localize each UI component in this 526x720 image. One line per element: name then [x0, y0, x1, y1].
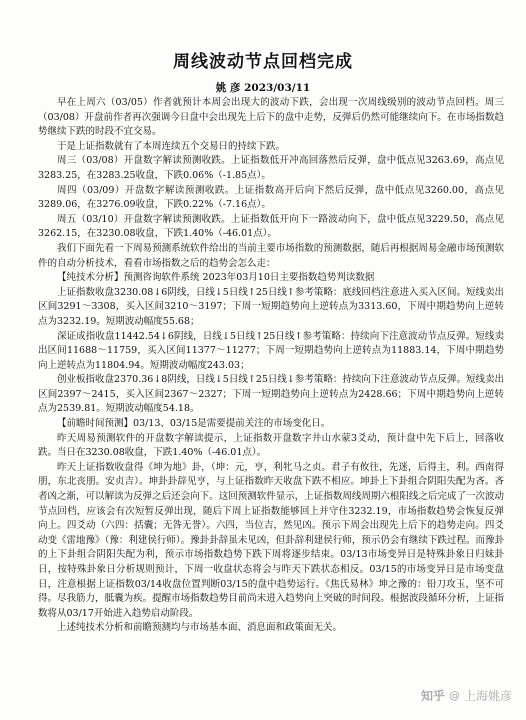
article-title: 周线波动节点回档完成 [173, 52, 353, 72]
zhihu-watermark [421, 687, 512, 704]
paragraph-chinext-index: 创业板指收盘2370.36↓8阴线，日线↓5日线↑25日线↓参考策略：持续向下注意波动节点反弹。短线卖出区间2397～2415，买入区间2367～2327；下周一短期趋势向上逆转点为2428.66；下周中期趋势向上逆转点为2539.81。短期波动幅度54.18。 [38, 374, 504, 415]
article-body [38, 96, 504, 636]
paragraph-shenzhen-index: 深证成指收盘11442.54↓6阴线，日线↓5日线↑25日线↑参考策略：持续向下注意波动节点反弹。短线卖出区间11688～11759，买入区间11377～11277；下周一短期趋势向上逆转点为11883.14，下周中期趋势向上逆转点为11804.94。短期波动幅度243.03； [38, 330, 504, 371]
section-heading-technical: 【纯技术分析】预测咨询软件系统 2023年03月10日主要指数趋势判读数据 [57, 272, 375, 284]
paragraph-wednesday: 周三（03/08）开盘数字解读预测收跌。上证指数低开冲高回落然后反弹，盘中低点见3263.69，高点见3283.25，在3283.25收盘，下跌0.06%（-1.85点）。 [38, 155, 504, 181]
paragraph-opening-reading: 昨天周易预测软件的开盘数字解读提示，上证指数开盘数字井山水蒙3爻动，预计盘中先下后上，回落收跌。当日在3230.08收盘，下跌1.40%（-46.01点）。 [38, 432, 504, 459]
zhihu-logo: 知乎 [420, 689, 445, 703]
watermark-author: 上海姚彦 [463, 689, 512, 703]
paragraph-friday: 周五（03/10）开盘数字解读预测收跌。上证指数低开向下一路波动向下，盘中低点见3229.50，高点见3262.15，在3230.08收盘，下跌1.40%（-46.01点）。 [38, 213, 504, 240]
paragraph-intro: 早在上周六（03/05）作者就预计本周会出现大的波动下跌，会出现一次周线级别的波动节点回档。周三（03/08）开盘前作者再次强调今日盘中会出现先上后下的盘中走势，反弹后仍然可能继续向下。在市场指数趋势继续下跌的时段不宜交易。 [38, 97, 504, 138]
watermark-separator: @ [448, 689, 460, 702]
section-heading-forecast: 【前瞻时间预测】03/13、03/15是需要提前关注的市场变化日。 [57, 418, 331, 430]
paragraph-disclaimer: 上述纯技术分析和前瞻预测均与市场基本面、消息面和政策面无关。 [57, 622, 343, 634]
paragraph-thursday: 周四（03/09）开盘数字解读预测收跌。上证指数高开后向下然后反弹，盘中低点见3260.00，高点见3289.06，在3276.09收盘，下跌0.22%（-7.16点）。 [38, 184, 504, 211]
paragraph-shanghai-index: 上证指数收盘3230.08↓6阴线，日线↓5日线↑25日线↑参考策略：底线回档注意进入买入区间。短线卖出区间3291～3308，买入区间3210～3197；下周一短期趋势向上逆转点为3313.60，下周中期趋势向上逆转点为3232.19。短期波动幅度55.68； [38, 286, 504, 327]
paragraph-transition: 我们下面先看一下周易预测系统软件给出的当前主要市场指数的预测数据，随后再根据周易金融市场预测软件的自动分析技术，看看市场指数之后的趋势会怎么走： [38, 242, 504, 269]
paragraph-hexagram-analysis: 昨天上证指数收盘得《坤为地》卦，（坤：元，亨，利牝马之贞。君子有攸往，先迷，后得主，利。西南得朋，东北丧朋。安贞吉）。坤卦卦辞见亨，与上证指数昨天收盘下跌不相应。坤卦上下卦组合阴阳失配为吝。吝者凶之渐，可以解读为反弹之后还会向下。这回预测软件显示，上证指数周线周期六根阳线之后完成了一次波动节点回档，应该会有次短暂反弹出现，随后下周上证指数能够回上并守住3232.19，市场指数趋势会恢复反弹向上。四爻动（六四：括囊；无咎无誉）。六四，当位吉，然见凶。预示下周会出现先上后下的趋势走向。四爻动变《雷地豫》（豫：利建侯行师）。豫卦卦辞虽未见凶，但卦辞利建侯行师，预示仍会有继续下跌过程。而豫卦的上下卦组合阴阳失配为利，预示市场指数趋势下跌下周将逐步结束。03/13市场变异日是特殊卦象日归妹卦日，按特殊卦象日分析规则预计，下周一收盘状态将会与昨天下跌状态相反。03/15的市场变异日是市场变盘日，注意根据上证指数03/14收盘位置判断03/15的盘中趋势运行。《焦氏易林》坤之豫的：铅刀攻玉，坚不可得。尽我筋力，胝囊为疾。提醒市场指数趋势目前尚未进入趋势向上突破的时间段。根据波段循环分析，上证指数将从03/17开始进入趋势启动阶段。 [38, 461, 504, 619]
paragraph-summary: 于是上证指数就有了本周连续五个交易日的持续下跌。 [57, 140, 286, 152]
article-byline: 姚 彦 2023/03/11 [215, 82, 311, 94]
